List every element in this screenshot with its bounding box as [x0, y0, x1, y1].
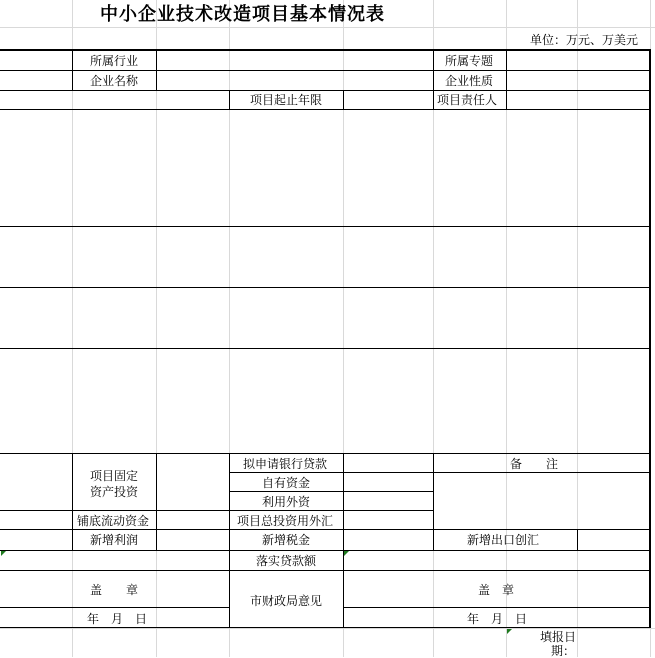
company-nature-label: 企业性质 [445, 74, 494, 88]
page-title: 中小企业技术改造项目基本情况表 [100, 4, 385, 25]
project-period-label: 项目起止年限 [250, 93, 323, 107]
project-leader-label: 项目责任人 [437, 93, 498, 107]
company-name-label: 企业名称 [90, 74, 139, 88]
new-export-label: 新增出口创汇 [467, 533, 540, 547]
date-left-label: 年 月 日 [87, 612, 148, 626]
new-tax-label: 新增税金 [262, 533, 311, 547]
unit-label: 单位：万元、万美元 [530, 33, 639, 47]
comment-marker [344, 551, 349, 556]
date-right-label: 年 月 日 [467, 612, 528, 626]
loan-actual-label: 落实贷款额 [256, 554, 317, 568]
seal-left-label: 盖 章 [90, 583, 139, 597]
foreign-capital-label: 利用外资 [262, 495, 311, 509]
fixed-asset-label-2: 资产投资 [90, 485, 139, 499]
fill-date-label-1: 填报日 [540, 630, 577, 644]
remarks-label: 备 注 [510, 457, 559, 471]
topic-label: 所属专题 [445, 54, 494, 68]
industry-label: 所属行业 [90, 54, 139, 68]
finance-opinion-label: 市财政局意见 [250, 594, 323, 608]
comment-marker [1, 551, 6, 556]
own-funds-label: 自有资金 [262, 476, 311, 490]
new-profit-label: 新增利润 [90, 533, 139, 547]
fixed-asset-label-1: 项目固定 [90, 469, 139, 483]
bank-loan-label: 拟申请银行贷款 [243, 457, 328, 471]
comment-marker [507, 629, 512, 634]
total-fx-label: 项目总投资用外汇 [237, 514, 334, 528]
working-capital-label: 铺底流动资金 [77, 514, 150, 528]
seal-right-label: 盖 章 [478, 583, 515, 597]
fill-date-label-2: 期： [551, 644, 576, 658]
